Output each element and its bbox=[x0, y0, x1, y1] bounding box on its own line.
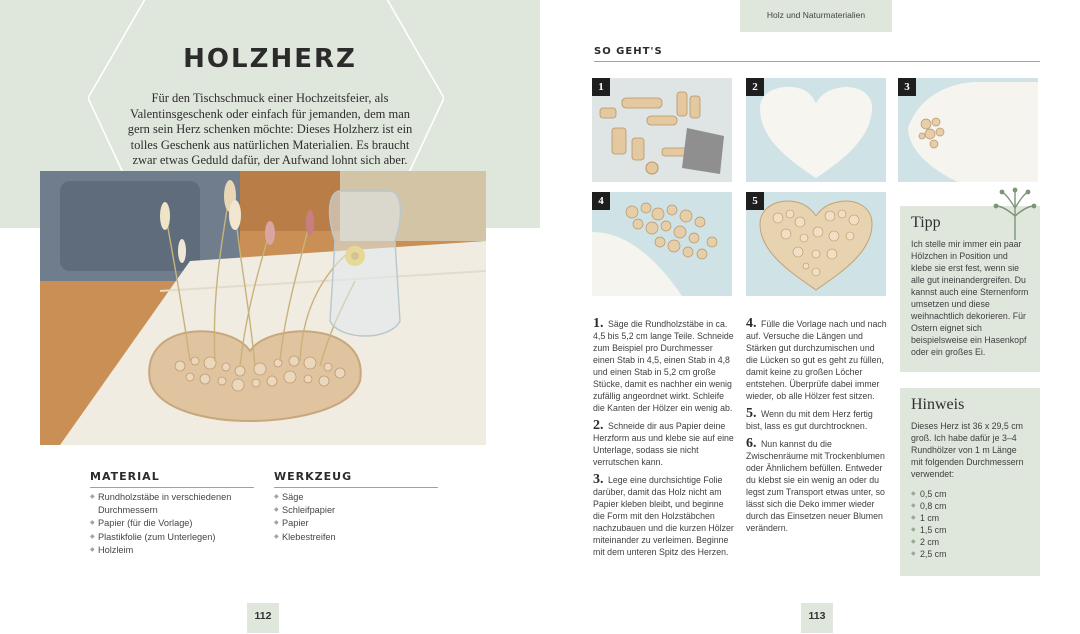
material-list bbox=[90, 491, 250, 557]
material-item: ◆ Plastikfolie (zum Unterlegen) bbox=[90, 531, 250, 544]
material-item: ◆ Papier (für die Vorlage) bbox=[90, 517, 250, 530]
tip-text: Ich stelle mir immer ein paar Hölzchen in Position und klebe sie erst fest, wenn sie alle gut ineinandergreifen. Du kannst auch eine Sternenform umsetzen und diese weihnachtlich dekorieren. Für Ostern eignet sich beispielsweise ein Hasenkopf oder ein großes Ei. bbox=[911, 239, 1029, 357]
werkzeug-list bbox=[274, 491, 424, 544]
diameter-item: ◆ 0,5 cm bbox=[911, 488, 1029, 500]
diameter-item: ◆ 0,8 cm bbox=[911, 500, 1029, 512]
step-photo-number: 1 bbox=[592, 78, 610, 96]
page-title: HOLZHERZ bbox=[183, 44, 357, 74]
right-page bbox=[540, 0, 1080, 634]
diameter-item: ◆ 1,5 cm bbox=[911, 524, 1029, 536]
diameter-item: ◆ 1 cm bbox=[911, 512, 1029, 524]
instructions-heading: SO GEHT'S bbox=[594, 46, 1040, 62]
step-1: 1. Säge die Rundholzstäbe in ca. 4,5 bis 5,2 cm lange Teile. Schneide zum Beispiel pro Durchmesser einen Stab in 4,5, einen Stab in 4,8 und einen Stab in 5,2 cm große Stücke, damit es nachher ein wenig zufällig angeordnet wirkt. Schleife die Kanten der Hölzer ein wenig ab. bbox=[593, 316, 734, 413]
material-item: ◆ Rundholzstäbe in verschiedenen Durchmessern bbox=[90, 491, 250, 517]
material-heading: MATERIAL bbox=[90, 470, 254, 488]
step-photo-number: 2 bbox=[746, 78, 764, 96]
step-photo-5 bbox=[746, 192, 886, 296]
step-5: 5. Wenn du mit dem Herz fertig bist, lass es gut durchtrocknen. bbox=[746, 406, 873, 431]
step-photo-number: 3 bbox=[898, 78, 916, 96]
step-4: 4. Fülle die Vorlage nach und nach auf. Versuche die Längen und Stärken gut durchzumischen und die Lücken so gut es geht zu füllen, damit keine zu großen Löcher entstehen. Überprüfe dabei immer wieder, ob alle Hölzer fest sitzen. bbox=[746, 316, 887, 401]
werkzeug-item: ◆ Papier bbox=[274, 517, 424, 530]
step-2: 2. Schneide dir aus Papier deine Herzform aus und klebe sie auf eine Unterlage, sodass sie nicht verrutschen kann. bbox=[593, 418, 734, 467]
page-number-right: 113 bbox=[801, 603, 833, 633]
hint-text: Dieses Herz ist 36 x 29,5 cm groß. Ich habe dafür je 3–4 Rundhölzer von 1 m Länge mit folgenden Durchmessern verwendet: bbox=[911, 421, 1024, 479]
main-photo-wooden-heart bbox=[40, 171, 486, 445]
werkzeug-item: ◆ Schleifpapier bbox=[274, 504, 424, 517]
steps-column-left bbox=[593, 318, 735, 564]
step-photo-number: 4 bbox=[592, 192, 610, 210]
werkzeug-item: ◆ Säge bbox=[274, 491, 424, 504]
material-item: ◆ Holzleim bbox=[90, 544, 250, 557]
step-photo-number: 5 bbox=[746, 192, 764, 210]
hint-box bbox=[900, 388, 1040, 576]
diameter-item: ◆ 2,5 cm bbox=[911, 548, 1029, 560]
diameter-list bbox=[911, 488, 1029, 560]
werkzeug-heading: WERKZEUG bbox=[274, 470, 438, 488]
diameter-item: ◆ 2 cm bbox=[911, 536, 1029, 548]
section-tab: Holz und Naturmaterialien bbox=[740, 0, 892, 32]
intro-text: Für den Tischschmuck einer Hochzeitsfeier, als Valentinsgeschenk oder einfach für jemanden, dem man gern sein Herz schenken möchte: Dieses Holzherz ist ein tolles Geschenk aus natürlichen Materialien. Es braucht zwar etwas Geduld dafür, der Aufwand lohnt sich aber. bbox=[127, 91, 413, 168]
step-photo-1 bbox=[592, 78, 732, 182]
werkzeug-item: ◆ Klebestreifen bbox=[274, 531, 424, 544]
plant-sprig-icon bbox=[990, 186, 1040, 240]
step-photo-4 bbox=[592, 192, 732, 296]
step-3: 3. Lege eine durchsichtige Folie darüber, damit das Holz nicht am Papier kleben bleibt, und beginne die Form mit den Holzstäbchen nachzubauen und die kurzen Hölzer miteinander zu verleimen. Beginne mit dem unteren Spitz des Herzen. bbox=[593, 472, 734, 557]
step-photo-2 bbox=[746, 78, 886, 182]
hint-title: Hinweis bbox=[911, 396, 965, 413]
page-number-left: 112 bbox=[247, 603, 279, 633]
step-6: 6. Nun kannst du die Zwischenräume mit Trockenblumen oder Ähnlichem befüllen. Entweder du klebst sie ein wenig an oder du legst zum Transport etwas unter, so lässt sich die Deko immer wieder durch das Einsetzen neuer Blumen verändern. bbox=[746, 436, 885, 533]
tip-title: Tipp bbox=[911, 214, 941, 231]
steps-column-right bbox=[746, 318, 888, 540]
step-photo-3 bbox=[898, 78, 1038, 182]
